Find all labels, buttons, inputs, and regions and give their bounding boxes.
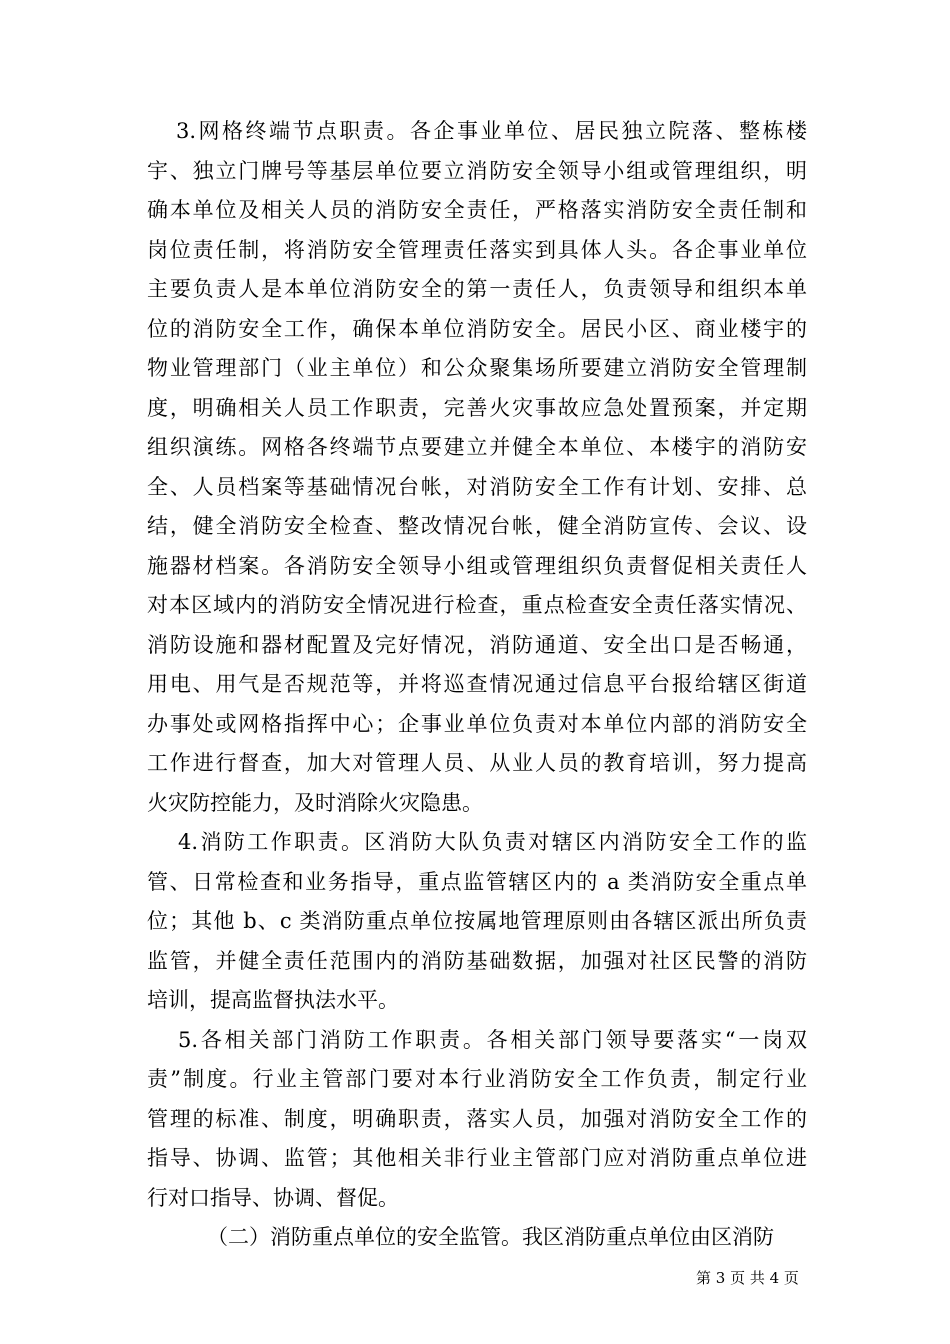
- text-line: 责”制度。行业主管部门要对本行业消防安全工作负责，制定行业: [147, 1067, 807, 1091]
- text-line: 结，健全消防安全检查、整改情况台帐，健全消防宣传、会议、设: [147, 514, 807, 538]
- text-line: 行对口指导、协调、督促。: [147, 1185, 399, 1210]
- paragraph-5-department-duties: [147, 1021, 807, 1219]
- text-line: 管、日常检查和业务指导，重点监管辖区内的 a 类消防安全重点单: [147, 869, 807, 894]
- text-line: 3.网格终端节点职责。各企事业单位、居民独立院落、整栋楼: [176, 119, 807, 143]
- paragraph-key-unit-supervision: [147, 1218, 807, 1258]
- text-line: 主要负责人是本单位消防安全的第一责任人，负责领导和组织本单: [147, 277, 807, 301]
- text-line: 宇、独立门牌号等基层单位要立消防安全领导小组或管理组织，明: [147, 158, 807, 183]
- text-line: 度，明确相关人员工作职责，完善火灾事故应急处置预案，并定期: [147, 395, 807, 420]
- text-line: （二）消防重点单位的安全监管。我区消防重点单位由区消防: [207, 1225, 774, 1249]
- document-body: [147, 112, 807, 1258]
- text-line: 确本单位及相关人员的消防安全责任，严格落实消防安全责任制和: [147, 198, 807, 222]
- text-line: 管理的标准、制度，明确职责，落实人员，加强对消防安全工作的: [147, 1106, 807, 1131]
- text-line: 位的消防安全工作，确保本单位消防安全。居民小区、商业楼宇的: [147, 316, 807, 341]
- text-line: 物业管理部门（业主单位）和公众聚集场所要建立消防安全管理制: [147, 356, 807, 380]
- text-line: 办事处或网格指挥中心；企事业单位负责对本单位内部的消防安全: [147, 711, 807, 736]
- text-line: 火灾防控能力，及时消除火灾隐患。: [147, 790, 483, 815]
- text-line: 监管，并健全责任范围内的消防基础数据，加强对社区民警的消防: [147, 948, 807, 973]
- text-line: 岗位责任制，将消防安全管理责任落实到具体人头。各企事业单位: [147, 237, 807, 262]
- text-line: 位；其他 b、c 类消防重点单位按属地管理原则由各辖区派出所负责: [147, 909, 807, 933]
- text-line: 全、人员档案等基础情况台帐，对消防安全工作有计划、安排、总: [147, 474, 807, 499]
- text-line: 消防设施和器材配置及完好情况，消防通道、安全出口是否畅通，: [147, 632, 807, 657]
- text-line: 用电、用气是否规范等，并将巡查情况通过信息平台报给辖区街道: [147, 672, 807, 696]
- paragraph-3-grid-terminal-duties: [147, 112, 807, 823]
- text-line: 工作进行督查，加大对管理人员、从业人员的教育培训，努力提高: [147, 751, 807, 775]
- paragraph-4-fire-work-duties: [147, 823, 807, 1021]
- text-line: 对本区域内的消防安全情况进行检查，重点检查安全责任落实情况、: [147, 593, 807, 617]
- text-line: 施器材档案。各消防安全领导小组或管理组织负责督促相关责任人: [147, 553, 807, 578]
- page-number: 第 3 页 共 4 页: [696, 1269, 799, 1287]
- text-line: 培训，提高监督执法水平。: [147, 988, 399, 1012]
- text-line: 组织演练。网格各终端节点要建立并健全本单位、本楼宇的消防安: [147, 435, 807, 459]
- text-line: 5.各相关部门消防工作职责。各相关部门领导要落实“一岗双: [178, 1027, 807, 1052]
- text-line: 4.消防工作职责。区消防大队负责对辖区内消防安全工作的监: [178, 830, 807, 854]
- text-line: 指导、协调、监管；其他相关非行业主管部门应对消防重点单位进: [147, 1146, 807, 1170]
